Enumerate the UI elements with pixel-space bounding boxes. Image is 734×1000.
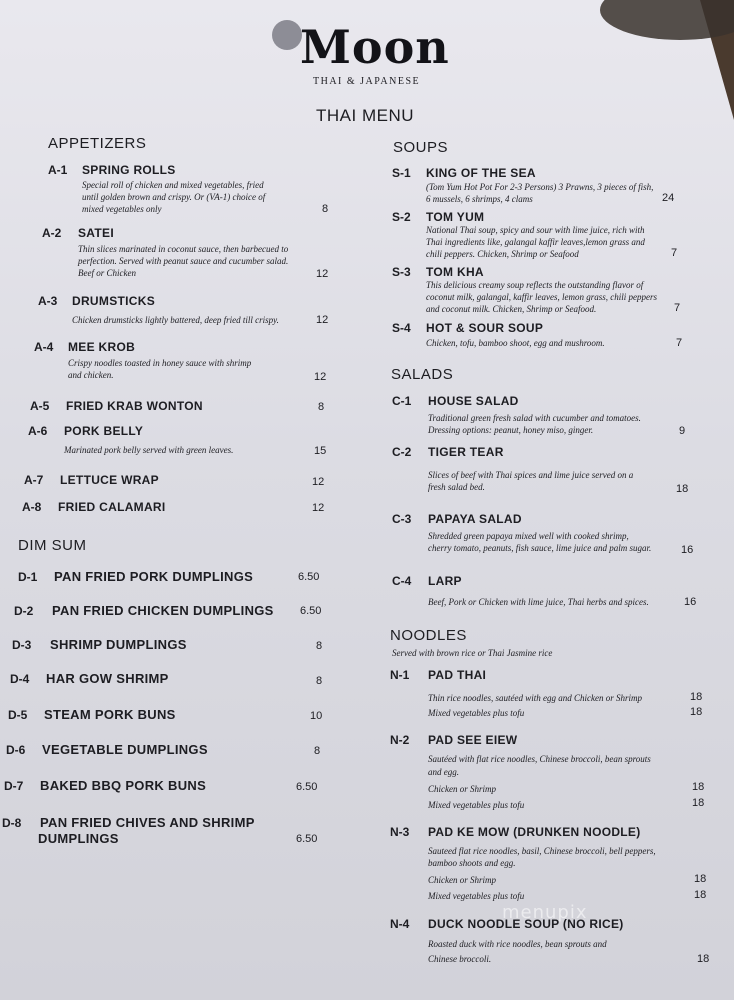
item-name: PORK BELLY xyxy=(64,424,144,438)
item-code: A-5 xyxy=(30,399,50,413)
item-price: 18 xyxy=(694,889,707,901)
item-name-continued: DUMPLINGS xyxy=(38,831,119,846)
item-name: HAR GOW SHRIMP xyxy=(46,671,169,686)
item-price: 12 xyxy=(314,371,327,383)
item-code: C-1 xyxy=(392,394,412,408)
item-description: Marinated pork belly served with green leaves. xyxy=(64,445,234,455)
item-name: MEE KROB xyxy=(68,340,136,354)
item-price: 7 xyxy=(676,337,683,349)
brand-name: Moon xyxy=(300,20,450,74)
item-name: TIGER TEAR xyxy=(428,445,504,459)
item-price: 16 xyxy=(681,544,694,556)
item-price: 18 xyxy=(692,781,705,793)
item-code: N-1 xyxy=(390,668,410,682)
item-name: SHRIMP DUMPLINGS xyxy=(50,637,187,652)
item-price: 8 xyxy=(316,675,323,687)
item-name: PAPAYA SALAD xyxy=(428,512,522,526)
item-description: Thin slices marinated in coconut sauce, then barbecued to perfection. Served with peanut sauce and cucumber salad. Beef or Chicken xyxy=(78,244,289,278)
item-code: S-1 xyxy=(392,166,411,180)
item-price: 12 xyxy=(312,502,325,514)
item-name: DUCK NOODLE SOUP (NO RICE) xyxy=(428,917,624,931)
item-name: PAD THAI xyxy=(428,668,487,682)
item-price: 15 xyxy=(314,445,327,457)
item-description: Shredded green papaya mixed well with cooked shrimp, cherry tomato, peanuts, fish sauce, lime juice and palm sugar. xyxy=(428,531,652,553)
item-name: TOM YUM xyxy=(426,210,485,224)
item-price: 18 xyxy=(694,873,707,885)
item-code: A-1 xyxy=(48,163,68,177)
item-code: S-3 xyxy=(392,265,411,279)
item-description: National Thai soup, spicy and sour with lime juice, rich with Thai ingredients like, galangal kaffir leaves,lemon grass and chili peppers. Chicken, Shrimp or Seafood xyxy=(426,225,645,259)
item-price: 9 xyxy=(679,425,686,437)
item-price: 24 xyxy=(662,192,675,204)
brand-subtitle: THAI & JAPANESE xyxy=(313,76,421,87)
item-code: D-2 xyxy=(14,604,34,618)
item-code: D-3 xyxy=(12,638,32,652)
item-name: BAKED BBQ PORK BUNS xyxy=(40,778,207,793)
item-price: 18 xyxy=(690,691,703,703)
item-code: D-4 xyxy=(10,672,30,686)
item-code: C-3 xyxy=(392,512,412,526)
item-name: LARP xyxy=(428,574,462,588)
item-code: A-6 xyxy=(28,424,48,438)
item-code: A-2 xyxy=(42,226,62,240)
item-name: TOM KHA xyxy=(426,265,484,279)
item-code: A-8 xyxy=(22,500,42,514)
item-description: Roasted duck with rice noodles, bean sprouts and Chinese broccoli. xyxy=(428,939,607,964)
item-code: S-2 xyxy=(392,210,411,224)
item-description: Sauteed flat rice noodles, basil, Chinese broccoli, bell peppers, bamboo shoots and egg. Chicken or Shrimp Mixed vegetables plus tofu xyxy=(428,846,656,901)
item-name: PAD SEE EIEW xyxy=(428,733,518,747)
item-name: PAD KE MOW (DRUNKEN NOODLE) xyxy=(428,825,641,839)
item-price: 12 xyxy=(316,314,329,326)
dim-sum-heading: DIM SUM xyxy=(18,537,87,554)
item-code: A-3 xyxy=(38,294,58,308)
item-price: 16 xyxy=(684,596,697,608)
item-price: 18 xyxy=(697,953,710,965)
noodles-heading: NOODLES xyxy=(390,627,467,644)
item-price: 6.50 xyxy=(298,571,320,583)
item-price: 8 xyxy=(316,640,323,652)
item-description: Crispy noodles toasted in honey sauce with shrimp and chicken. xyxy=(68,358,252,380)
moon-logo-icon xyxy=(272,20,302,50)
item-description: Chicken drumsticks lightly battered, deep fried till crispy. xyxy=(72,315,279,325)
item-code: C-4 xyxy=(392,574,412,588)
item-name: LETTUCE WRAP xyxy=(60,473,159,487)
item-code: D-8 xyxy=(2,816,22,830)
appetizers-heading: APPETIZERS xyxy=(48,135,147,152)
item-code: N-3 xyxy=(390,825,410,839)
item-name: KING OF THE SEA xyxy=(426,166,536,180)
item-name: FRIED CALAMARI xyxy=(58,500,166,514)
item-name: PAN FRIED PORK DUMPLINGS xyxy=(54,569,254,584)
soups-heading: SOUPS xyxy=(393,139,449,156)
item-description: Slices of beef with Thai spices and lime juice served on a fresh salad bed. xyxy=(428,470,634,492)
item-price: 6.50 xyxy=(300,605,322,617)
item-price: 12 xyxy=(316,268,329,280)
item-price: 8 xyxy=(322,203,329,215)
item-name: PAN FRIED CHIVES AND SHRIMP xyxy=(40,815,255,830)
item-price: 18 xyxy=(676,483,689,495)
item-description: This delicious creamy soup reflects the outstanding flavor of coconut milk, galangal, kaffir leaves, lemon grass, chili peppers and coconut milk. Chicken, Shrimp or Seafood. xyxy=(426,280,657,314)
item-name: DRUMSTICKS xyxy=(72,294,155,308)
item-description: Special roll of chicken and mixed vegetables, fried until golden brown and crispy. Or (VA-1) choice of mixed vegetables only xyxy=(82,180,266,214)
item-name: PAN FRIED CHICKEN DUMPLINGS xyxy=(52,603,274,618)
item-price: 7 xyxy=(674,302,681,314)
item-name: SPRING ROLLS xyxy=(82,163,176,177)
item-code: D-7 xyxy=(4,779,24,793)
item-price: 8 xyxy=(318,401,325,413)
item-price: 18 xyxy=(690,706,703,718)
item-description: (Tom Yum Hot Pot For 2-3 Persons) 3 Prawns, 3 pieces of fish, 6 mussels, 6 shrimps, 4 clams xyxy=(426,182,654,204)
item-description: Sautéed with flat rice noodles, Chinese broccoli, bean sprouts and egg. Chicken or Shrimp Mixed vegetables plus tofu xyxy=(428,754,651,810)
item-code: N-4 xyxy=(390,917,410,931)
item-code: D-6 xyxy=(6,743,26,757)
item-name: HOUSE SALAD xyxy=(428,394,519,408)
item-name: HOT & SOUR SOUP xyxy=(426,321,544,335)
noodles-rice-note: Served with brown rice or Thai Jasmine rice xyxy=(392,648,553,658)
menu-title: THAI MENU xyxy=(316,106,414,125)
item-price: 18 xyxy=(692,797,705,809)
item-name: FRIED KRAB WONTON xyxy=(66,399,203,413)
item-description: Traditional green fresh salad with cucumber and tomatoes. Dressing options: peanut, honey miso, ginger. xyxy=(428,413,641,435)
item-code: N-2 xyxy=(390,733,410,747)
item-price: 10 xyxy=(310,710,323,722)
item-name: STEAM PORK BUNS xyxy=(44,707,176,722)
item-name: SATEI xyxy=(78,226,114,240)
salads-heading: SALADS xyxy=(391,366,454,383)
item-code: D-5 xyxy=(8,708,28,722)
item-price: 6.50 xyxy=(296,833,318,845)
item-code: C-2 xyxy=(392,445,412,459)
item-code: A-4 xyxy=(34,340,54,354)
item-price: 7 xyxy=(671,247,678,259)
item-code: D-1 xyxy=(18,570,38,584)
item-description: Beef, Pork or Chicken with lime juice, Thai herbs and spices. xyxy=(428,597,649,607)
item-description: Chicken, tofu, bamboo shoot, egg and mushroom. xyxy=(426,338,605,348)
item-price: 6.50 xyxy=(296,781,318,793)
item-name: VEGETABLE DUMPLINGS xyxy=(42,742,208,757)
item-price: 8 xyxy=(314,745,321,757)
item-price: 12 xyxy=(312,476,325,488)
item-description: Thin rice noodles, sautéed with egg and Chicken or Shrimp Mixed vegetables plus tofu xyxy=(428,693,642,718)
item-code: A-7 xyxy=(24,473,44,487)
watermark: menupix xyxy=(502,902,588,923)
item-code: S-4 xyxy=(392,321,411,335)
